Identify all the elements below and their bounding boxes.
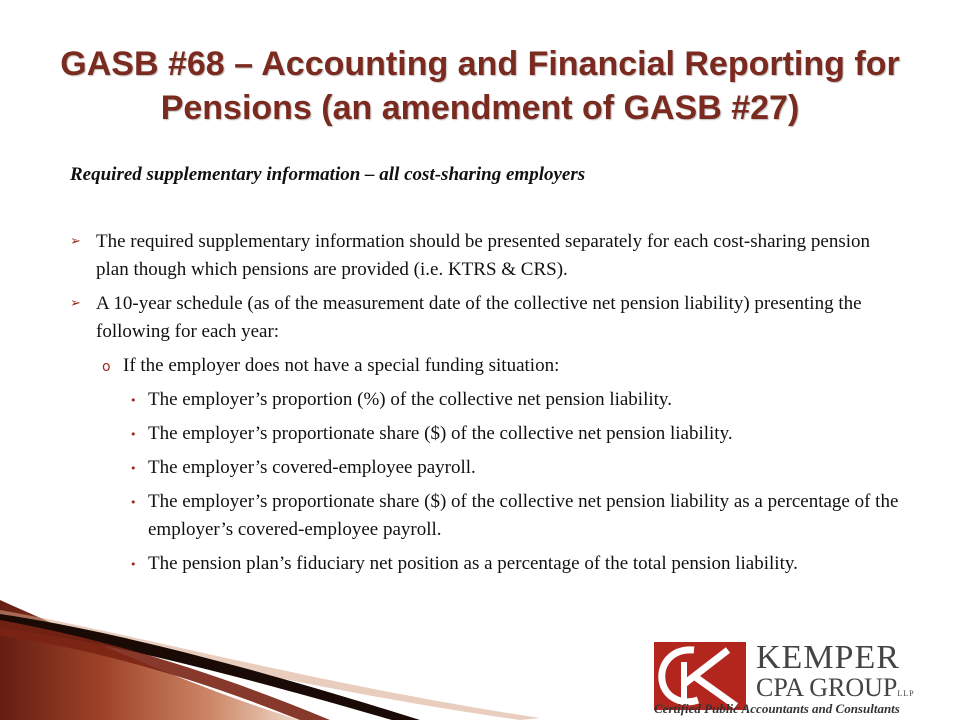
dot-bullet-icon: • [130, 558, 137, 571]
arrow-bullet-icon: ➢ [70, 296, 81, 311]
corner-swoosh-decoration [0, 600, 560, 720]
dot-bullet-icon: • [130, 428, 137, 441]
slide-title [40, 42, 920, 130]
logo-group-label: CPA GROUP [756, 673, 898, 702]
sub-bullet-text: If the employer does not have a special funding situation: [123, 355, 560, 376]
sub-bullet-item [70, 352, 900, 380]
sub-sub-bullet-item [70, 550, 900, 578]
logo-name-text: KEMPER [756, 639, 900, 676]
circle-bullet-icon: o [102, 359, 111, 375]
logo-llp-label: LLP [897, 689, 915, 698]
sub-sub-bullet-item [70, 454, 900, 482]
sub-sub-bullet-item [70, 386, 900, 414]
sub-sub-bullet-item [70, 488, 900, 544]
sub-sub-bullet-text: The employer’s proportionate share ($) of the collective net pension liability as a percentage of the employer’s covered-employee payroll. [148, 491, 899, 540]
bullet-text: The required supplementary information should be presented separately for each cost-sharing pension plan though which pensions are provided (i.e. KTRS & CRS). [96, 231, 870, 280]
dot-bullet-icon: • [130, 462, 137, 475]
dot-bullet-icon: • [130, 394, 137, 407]
slide-title-line2: Pensions (an amendment of GASB #27) [160, 89, 800, 127]
sub-sub-bullet-text: The employer’s covered-employee payroll. [148, 457, 476, 478]
sub-sub-bullet-text: The employer’s proportion (%) of the collective net pension liability. [148, 389, 672, 410]
slide-title-line1: GASB #68 – Accounting and Financial Reporting for [60, 45, 900, 83]
sub-sub-bullet-text: The pension plan’s fiduciary net position as a percentage of the total pension liability. [148, 553, 798, 574]
section-subheading: Required supplementary information – all cost-sharing employers [70, 164, 586, 185]
bullet-list [70, 228, 900, 584]
arrow-bullet-icon: ➢ [70, 234, 81, 249]
dot-bullet-icon: • [130, 496, 137, 509]
sub-sub-bullet-item [70, 420, 900, 448]
bullet-item [70, 290, 900, 346]
logo-monogram-icon [654, 642, 746, 710]
sub-sub-bullet-text: The employer’s proportionate share ($) of the collective net pension liability. [148, 423, 733, 444]
company-logo [654, 640, 954, 716]
logo-tagline: Certified Public Accountants and Consultants [654, 701, 900, 716]
bullet-text: A 10-year schedule (as of the measurement date of the collective net pension liability) presenting the following for each year: [96, 293, 862, 342]
bullet-item [70, 228, 900, 284]
